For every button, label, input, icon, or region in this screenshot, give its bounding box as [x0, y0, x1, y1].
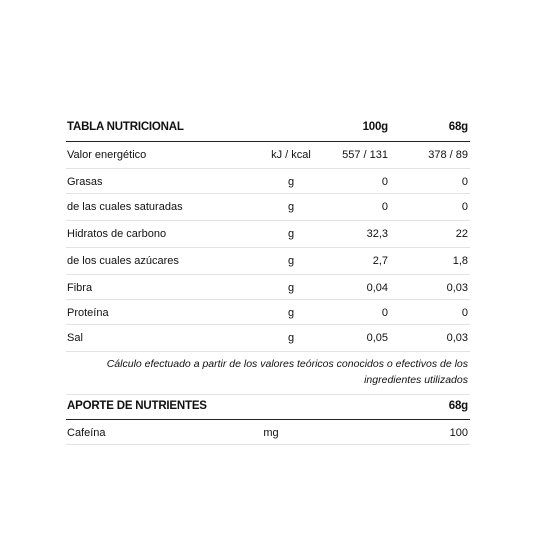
- row-value-100g: 557 / 131: [342, 149, 388, 161]
- row-value-68g: 378 / 89: [428, 149, 468, 161]
- row-unit: g: [287, 176, 295, 188]
- calculation-note-line-1: Cálculo efectuado a partir de los valores teóricos conocidos o efectivos de los: [106, 358, 468, 370]
- column-header-68g: 68g: [448, 121, 468, 133]
- nutrition-table-header: [66, 116, 470, 142]
- column-header-100g: 100g: [362, 121, 388, 133]
- row-unit: g: [287, 332, 295, 344]
- row-label: Cafeína: [67, 427, 106, 439]
- row-unit: g: [287, 282, 295, 294]
- row-value-100g: 0,05: [366, 332, 388, 344]
- row-unit: g: [287, 307, 295, 319]
- row-label: de los cuales azúcares: [67, 255, 179, 267]
- row-unit: g: [287, 201, 295, 213]
- calculation-note: [66, 352, 470, 395]
- row-value-68g: 1,8: [452, 255, 468, 267]
- table-row: [66, 325, 470, 352]
- row-unit: mg: [263, 427, 279, 439]
- row-label: Valor energético: [67, 149, 147, 161]
- row-value-68g: 0: [461, 176, 468, 188]
- table-row: [66, 420, 470, 445]
- calculation-note-line-2: ingredientes utilizados: [364, 374, 468, 386]
- nutrients-column-header-68g: 68g: [448, 400, 468, 412]
- row-label: Fibra: [67, 282, 93, 294]
- row-value-68g: 0,03: [446, 332, 468, 344]
- table-row: [66, 248, 470, 275]
- nutrition-table: [66, 116, 470, 445]
- row-unit: kJ / kcal: [271, 149, 311, 161]
- table-row: [66, 221, 470, 248]
- nutrients-table-title: APORTE DE NUTRIENTES: [67, 400, 207, 412]
- row-label: Hidratos de carbono: [67, 228, 167, 240]
- row-value-100g: 0: [381, 201, 388, 213]
- row-value-68g: 100: [449, 427, 468, 439]
- row-value-68g: 0: [461, 201, 468, 213]
- table-row: [66, 300, 470, 325]
- row-value-100g: 0: [381, 307, 388, 319]
- row-value-68g: 0: [461, 307, 468, 319]
- row-value-100g: 2,7: [372, 255, 388, 267]
- nutrition-table-title: TABLA NUTRICIONAL: [67, 121, 184, 133]
- row-unit: g: [287, 255, 295, 267]
- table-row: [66, 275, 470, 300]
- table-row: [66, 169, 470, 194]
- row-label: de las cuales saturadas: [67, 201, 183, 213]
- row-label: Grasas: [67, 176, 103, 188]
- row-unit: g: [287, 228, 295, 240]
- row-value-100g: 0: [381, 176, 388, 188]
- row-value-100g: 32,3: [366, 228, 388, 240]
- nutrients-table-header: [66, 395, 470, 420]
- row-label: Sal: [67, 332, 83, 344]
- table-row: [66, 194, 470, 221]
- row-value-68g: 22: [455, 228, 468, 240]
- table-row: [66, 142, 470, 169]
- row-value-68g: 0,03: [446, 282, 468, 294]
- row-value-100g: 0,04: [366, 282, 388, 294]
- row-label: Proteína: [67, 307, 109, 319]
